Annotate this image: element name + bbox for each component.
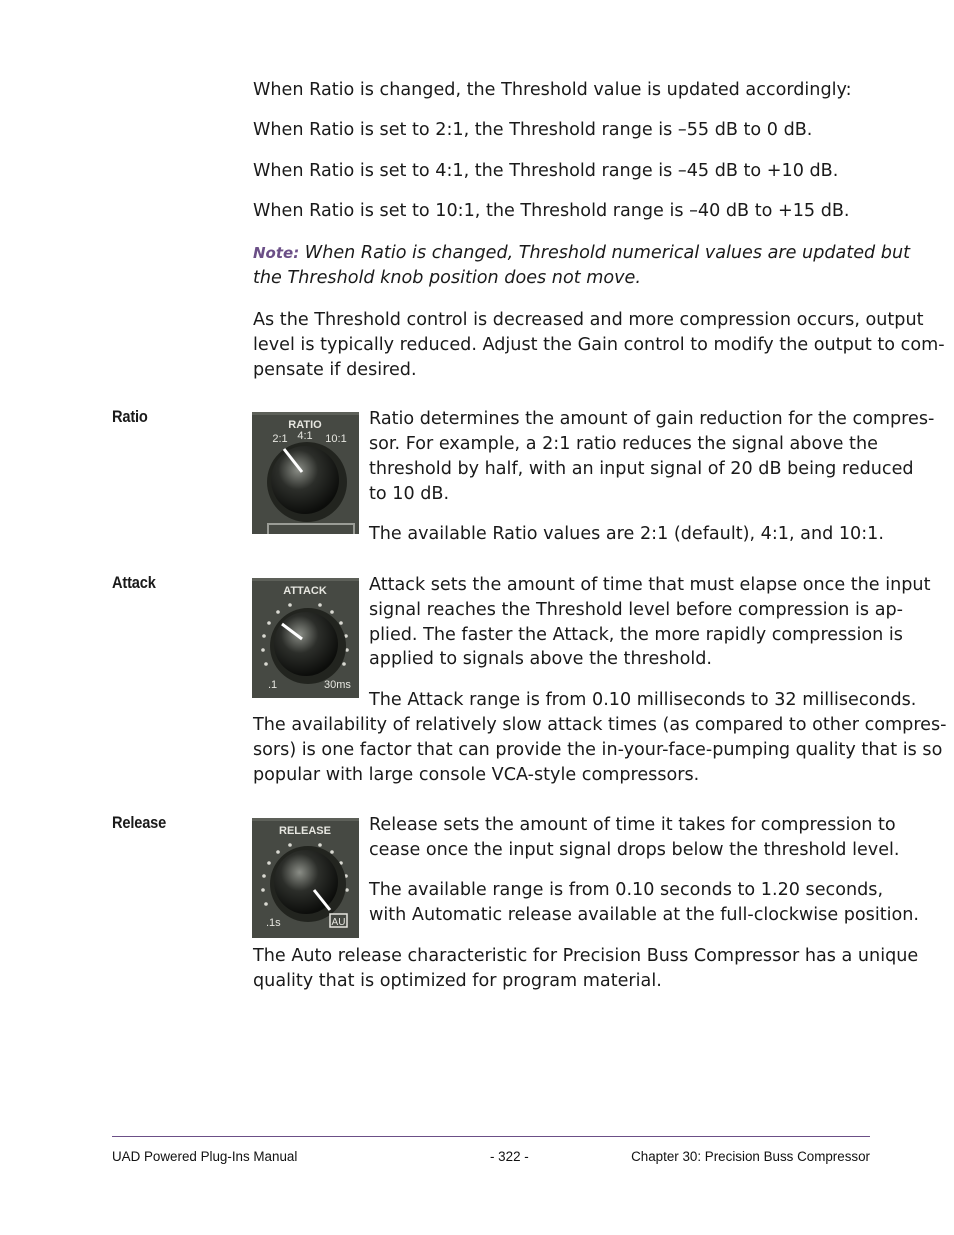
attack-knob-title: ATTACK xyxy=(283,585,327,597)
paragraph-ratio-4-1: When Ratio is set to 4:1, the Threshold range is –45 dB to +10 dB. xyxy=(253,161,839,181)
release-text-line: The available range is from 0.10 seconds to 1.20 seconds, xyxy=(369,880,884,900)
release-knob-image xyxy=(252,818,359,938)
section-heading-release: Release xyxy=(112,813,167,832)
ratio-text-line: to 10 dB. xyxy=(369,484,450,504)
footer-manual-title: UAD Powered Plug-Ins Manual xyxy=(112,1149,298,1164)
attack-text-line: popular with large console VCA-style compressors. xyxy=(253,765,700,785)
ratio-knob xyxy=(271,446,339,514)
paragraph-ratio-2-1: When Ratio is set to 2:1, the Threshold range is –55 dB to 0 dB. xyxy=(253,120,813,140)
paragraph-threshold-line: As the Threshold control is decreased and more compression occurs, output xyxy=(253,310,924,330)
footer-page-number: - 322 - xyxy=(490,1149,529,1164)
ratio-text-line: sor. For example, a 2:1 ratio reduces the signal above the xyxy=(369,434,878,454)
attack-text-line: sors) is one factor that can provide the in-your-face-pumping quality that is so xyxy=(253,740,943,760)
attack-knob-min-label: .1 xyxy=(268,679,278,691)
ratio-knob-title: RATIO xyxy=(288,419,322,431)
section-heading-attack: Attack xyxy=(112,573,156,592)
attack-text-line: plied. The faster the Attack, the more rapidly compression is xyxy=(369,625,903,645)
section-heading-ratio: Ratio xyxy=(112,407,148,426)
note-line: the Threshold knob position does not move. xyxy=(253,268,641,288)
paragraph-threshold-line: pensate if desired. xyxy=(253,360,417,380)
note-line: When Ratio is changed, Threshold numerical values are updated but xyxy=(304,243,911,263)
ratio-knob-label: 2:1 xyxy=(272,433,288,445)
note-label: Note: xyxy=(253,244,300,262)
attack-text-line: applied to signals above the threshold. xyxy=(369,649,712,669)
release-knob-title: RELEASE xyxy=(279,825,331,837)
attack-text-line: The availability of relatively slow attack times (as compared to other compres- xyxy=(253,715,947,735)
footer-chapter-title: Chapter 30: Precision Buss Compressor xyxy=(631,1149,870,1164)
release-text-line: with Automatic release available at the full-clockwise position. xyxy=(369,905,920,925)
ratio-knob-image xyxy=(252,412,359,534)
release-knob-max-label: AU xyxy=(331,917,346,928)
paragraph-threshold-line: level is typically reduced. Adjust the Gain control to modify the output to com- xyxy=(253,335,945,355)
release-text-line: The Auto release characteristic for Precision Buss Compressor has a unique xyxy=(253,946,919,966)
paragraph-ratio-change: When Ratio is changed, the Threshold value is updated accordingly: xyxy=(253,80,852,100)
release-text-line: Release sets the amount of time it takes for compression to xyxy=(369,815,896,835)
attack-knob-image xyxy=(252,578,359,698)
release-text-line: cease once the input signal drops below the threshold level. xyxy=(369,840,900,860)
release-text-line: quality that is optimized for program material. xyxy=(253,971,662,991)
ratio-text-line: Ratio determines the amount of gain reduction for the compres- xyxy=(369,409,935,429)
ratio-knob-label: 4:1 xyxy=(297,430,313,442)
paragraph-ratio-10-1: When Ratio is set to 10:1, the Threshold range is –40 dB to +15 dB. xyxy=(253,201,850,221)
attack-knob-max-label: 30ms xyxy=(324,679,351,691)
attack-knob xyxy=(274,612,338,676)
footer-rule xyxy=(112,1136,870,1137)
release-knob xyxy=(274,850,338,914)
ratio-text-line: The available Ratio values are 2:1 (default), 4:1, and 10:1. xyxy=(369,524,884,544)
attack-text-line: Attack sets the amount of time that must elapse once the input xyxy=(369,575,931,595)
ratio-knob-label: 10:1 xyxy=(325,433,347,445)
ratio-text-line: threshold by half, with an input signal of 20 dB being reduced xyxy=(369,459,914,479)
attack-text-line: signal reaches the Threshold level before compression is ap- xyxy=(369,600,903,620)
release-knob-min-label: .1s xyxy=(266,917,281,929)
attack-text-line: The Attack range is from 0.10 milliseconds to 32 milliseconds. xyxy=(369,690,917,710)
